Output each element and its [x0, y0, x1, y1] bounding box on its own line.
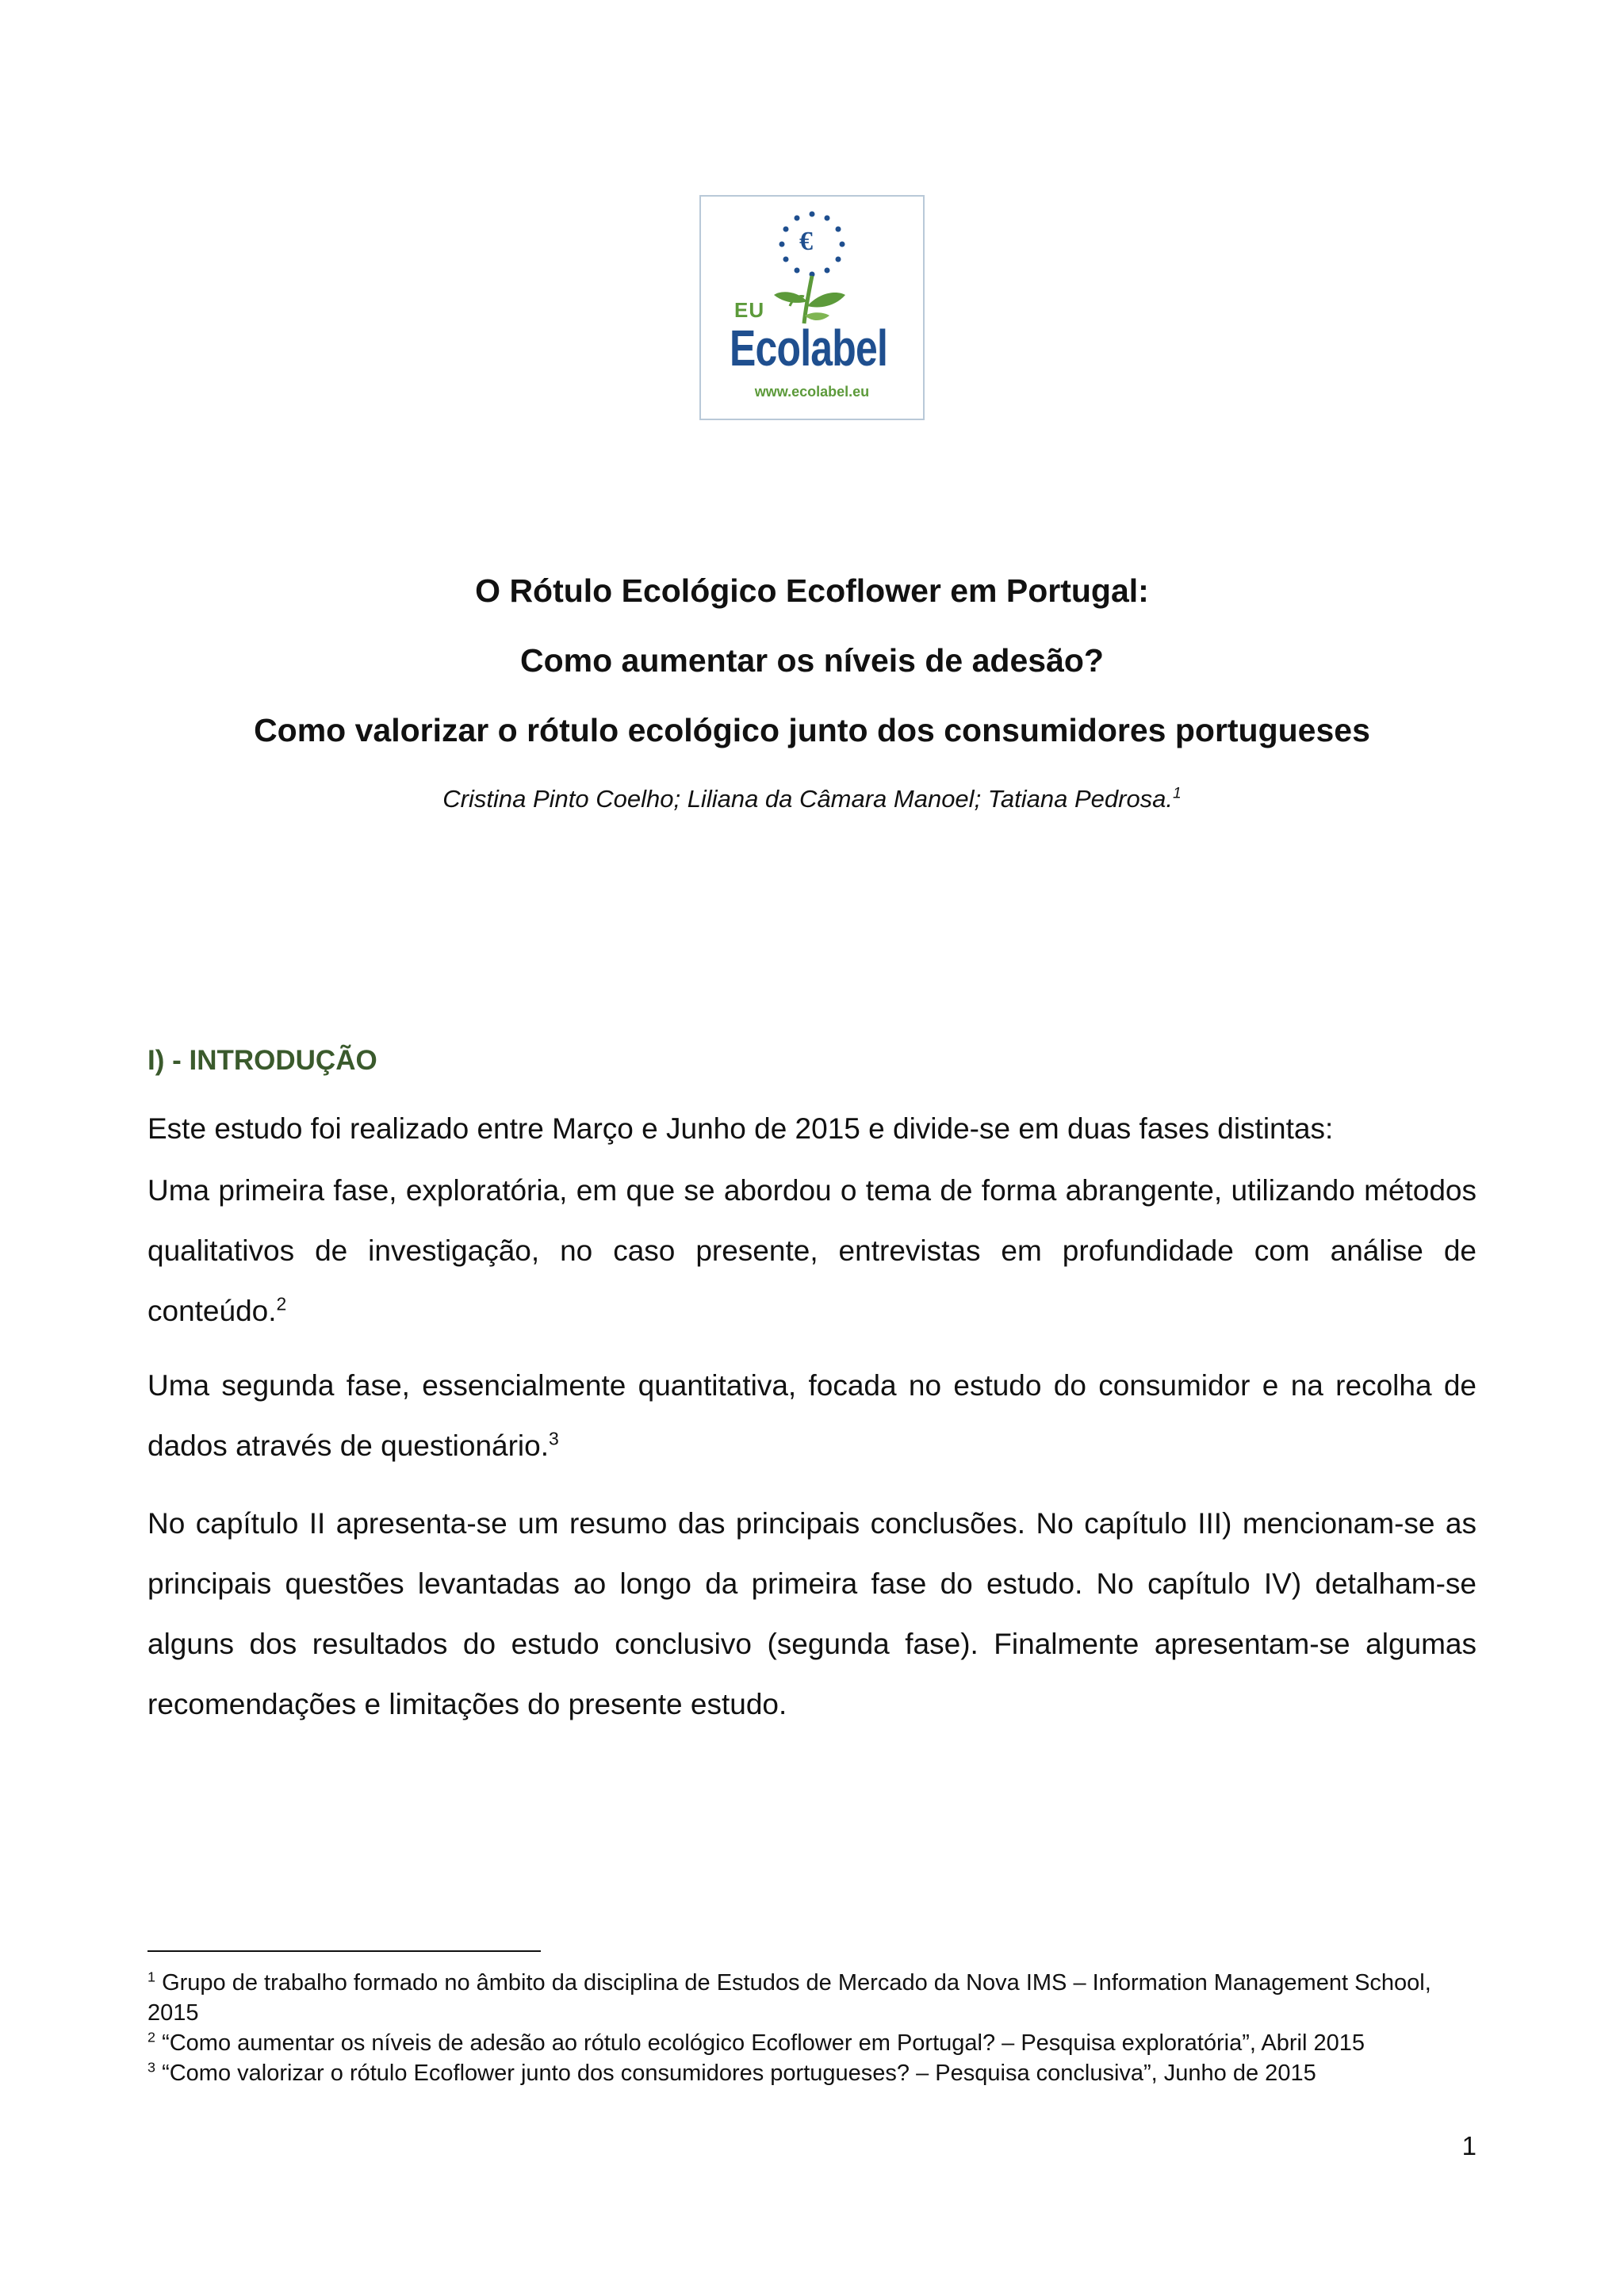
- paragraph-4: No capítulo II apresenta-se um resumo das principais conclusões. No capítulo III) mencionam-se as principais questões levantadas ao longo da primeira fase do estudo. No capítulo IV) detalham-se alguns dos resultados do estudo conclusivo (segunda fase). Finalmente apresentam-se algumas recomendações e limitações do presente estudo.: [147, 1507, 1477, 1720]
- title-line-2: Como aumentar os níveis de adesão?: [520, 642, 1104, 679]
- footnote-number: 2: [147, 2029, 155, 2045]
- footnote-text: Grupo de trabalho formado no âmbito da disciplina de Estudos de Mercado da Nova IMS – Information Management School, 2015: [147, 1970, 1431, 2026]
- paragraph-2-text: Uma primeira fase, exploratória, em que se abordou o tema de forma abrangente, utilizando métodos qualitativos de investigação, no caso presente, entrevistas em profundidade com análise de conteúdo.: [147, 1174, 1477, 1327]
- footnote-2: [147, 2028, 1480, 2058]
- page-number: 1: [1461, 2131, 1477, 2160]
- footnote-number: 1: [147, 1969, 155, 1985]
- footnote-number: 3: [147, 2059, 155, 2076]
- euro-symbol: €: [799, 227, 813, 256]
- ecolabel-logo: [699, 195, 925, 420]
- title-line-3: Como valorizar o rótulo ecológico junto dos consumidores portugueses: [254, 712, 1370, 748]
- footnote-ref-2: 2: [276, 1293, 287, 1314]
- footnote-ref-3: 3: [549, 1428, 559, 1449]
- paragraph-1: Este estudo foi realizado entre Março e Junho de 2015 e divide-se em duas fases distintas:: [147, 1112, 1334, 1145]
- footnote-ref-1: 1: [1173, 785, 1182, 802]
- paragraph-3-text: Uma segunda fase, essencialmente quantitativa, focada no estudo do consumidor e na recolha de dados através de questionário.: [147, 1369, 1477, 1462]
- footnote-1: [147, 1968, 1480, 2028]
- paragraph-2: [147, 1161, 1477, 1341]
- footnote-separator: [147, 1950, 541, 1952]
- footnote-text: “Como valorizar o rótulo Ecoflower junto dos consumidores portugueses? – Pesquisa conclusiva”, Junho de 2015: [162, 2061, 1316, 2086]
- title-line-1: O Rótulo Ecológico Ecoflower em Portugal:: [475, 572, 1149, 609]
- paragraph-3: [147, 1356, 1477, 1476]
- section-heading: I) - INTRODUÇÃO: [147, 1045, 377, 1076]
- logo-eu-text: EU: [734, 298, 765, 322]
- authors-text: Cristina Pinto Coelho; Liliana da Câmara Manoel; Tatiana Pedrosa.: [442, 785, 1174, 813]
- authors: [0, 785, 1624, 813]
- logo-url: www.ecolabel.eu: [754, 384, 870, 400]
- logo-wordmark: Ecolabel: [730, 320, 888, 377]
- footnotes: [147, 1968, 1480, 2088]
- footnote-3: [147, 2058, 1480, 2088]
- footnote-text: “Como aumentar os níveis de adesão ao rótulo ecológico Ecoflower em Portugal? – Pesquisa exploratória”, Abril 2015: [162, 2030, 1365, 2056]
